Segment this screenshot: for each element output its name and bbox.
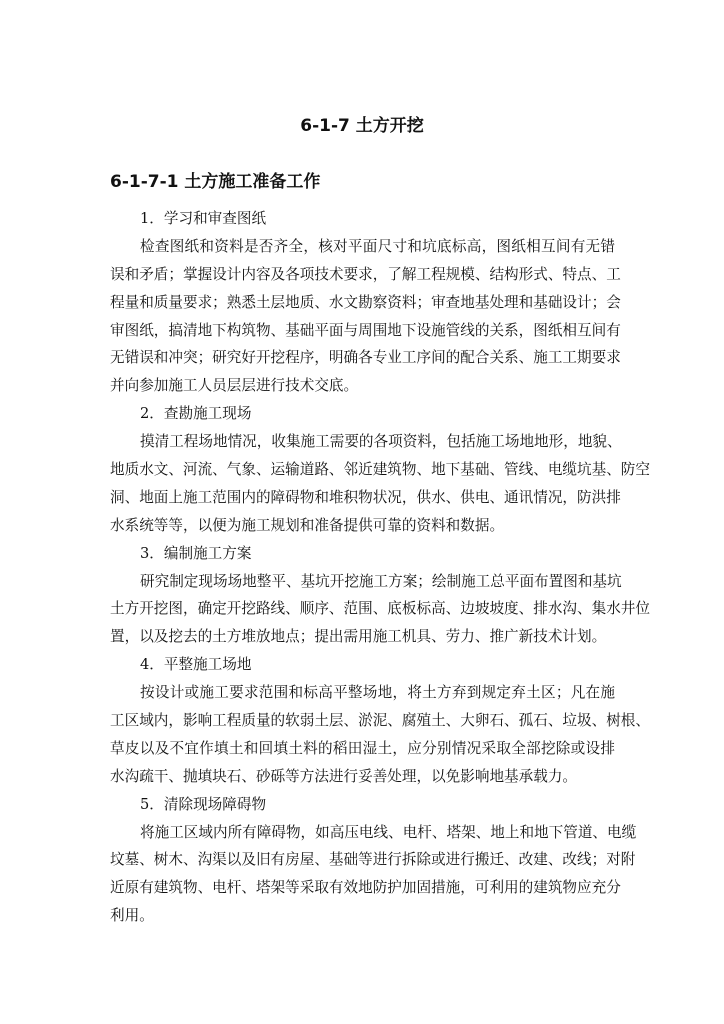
- paragraph-line: 水沟疏干、抛填块石、砂砾等方法进行妥善处理，以免影响地基承载力。: [110, 767, 578, 785]
- paragraph-line: 并向参加施工人员层层进行技术交底。: [110, 377, 359, 395]
- paragraph-line: 洞、地面上施工范围内的障碍物和堆积物状况，供水、供电、通讯情况，防洪排: [110, 488, 621, 506]
- section-heading: 6-1-7-1 土方施工准备工作: [110, 172, 321, 192]
- item-heading: 3．编制施工方案: [140, 544, 252, 562]
- paragraph-line: 将施工区域内所有障碍物，如高压电线、电杆、塔架、地上和地下管道、电缆: [140, 823, 637, 841]
- item-heading: 4．平整施工场地: [140, 656, 252, 674]
- paragraph-line: 近原有建筑物、电杆、塔架等采取有效地防护加固措施，可利用的建筑物应充分: [110, 879, 621, 897]
- page-title: 6-1-7 土方开挖: [300, 116, 424, 136]
- paragraph-line: 草皮以及不宜作填土和回填土料的稻田湿土，应分别情况采取全部挖除或设排: [110, 739, 615, 757]
- paragraph-line: 利用。: [110, 907, 154, 925]
- item-heading: 2．查勘施工现场: [140, 405, 252, 423]
- paragraph-line: 审图纸，搞清地下构筑物、基础平面与周围地下设施管线的关系，图纸相互间有: [110, 321, 621, 339]
- paragraph-line: 坟墓、树木、沟渠以及旧有房屋、基础等进行拆除或进行搬迁、改建、改线；对附: [110, 851, 636, 869]
- paragraph-line: 程量和质量要求；熟悉土层地质、水文勘察资料；审查地基处理和基础设计；会: [110, 293, 621, 311]
- document-body: [110, 205, 650, 930]
- paragraph-line: 置，以及挖去的土方堆放地点；提出需用施工机具、劳力、推广新技术计划。: [110, 628, 607, 646]
- paragraph-line: 检查图纸和资料是否齐全，核对平面尺寸和坑底标高，图纸相互间有无错: [140, 237, 615, 255]
- item-heading: 1．学习和审查图纸: [140, 210, 267, 227]
- paragraph-line: 水系统等等，以便为施工规划和准备提供可靠的资料和数据。: [110, 516, 505, 534]
- item-heading: 5．清除现场障碍物: [140, 795, 267, 813]
- paragraph-line: 工区域内，影响工程质量的软弱土层、淤泥、腐殖土、大卵石、孤石、垃圾、树根、: [110, 712, 650, 730]
- paragraph-line: 摸清工程场地情况，收集施工需要的各项资料，包括施工场地地形，地貌、: [140, 433, 622, 451]
- paragraph-line: 地质水文、河流、气象、运输道路、邻近建筑物、地下基础、管线、电缆坑基、防空: [110, 461, 650, 479]
- paragraph-line: 按设计或施工要求范围和标高平整场地，将土方弃到规定弃土区；凡在施: [140, 684, 615, 702]
- paragraph-line: 研究制定现场场地整平、基坑开挖施工方案；绘制施工总平面布置图和基坑: [140, 572, 622, 590]
- paragraph-line: 无错误和冲突；研究好开挖程序，明确各专业工序间的配合关系、施工工期要求: [110, 349, 621, 367]
- paragraph-line: 误和矛盾；掌握设计内容及各项技术要求，了解工程规模、结构形式、特点、工: [110, 265, 621, 283]
- paragraph-line: 土方开挖图，确定开挖路线、顺序、范围、底板标高、边坡坡度、排水沟、集水井位: [110, 600, 650, 618]
